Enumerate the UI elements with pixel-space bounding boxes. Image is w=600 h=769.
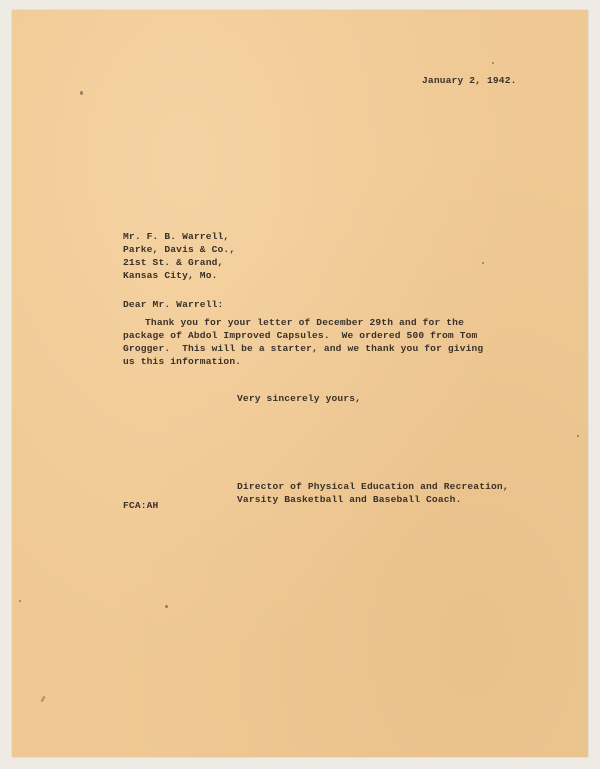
signature-title-line: Director of Physical Education and Recreation, [237,481,509,492]
paper-speck [165,605,168,608]
recipient-city: Kansas City, Mo. [123,270,218,281]
body-line: package of Abdol Improved Capsules. We ordered 500 from Tom [123,330,478,341]
signature-title-line: Varsity Basketball and Baseball Coach. [237,494,462,505]
complimentary-close: Very sincerely yours, [237,393,362,404]
letter-page [12,10,588,757]
recipient-company: Parke, Davis & Co., [123,244,236,255]
paper-speck [492,62,494,64]
body-line: us this information. [123,356,242,367]
letter-date: January 2, 1942. [422,75,517,86]
reference-initials: FCA:AH [123,500,159,511]
paper-speck [19,600,21,602]
body-line: Thank you for your letter of December 29th and for the [145,317,464,328]
paper-speck [80,91,83,95]
salutation: Dear Mr. Warrell: [123,299,224,310]
body-line: Grogger. This will be a starter, and we thank you for giving [123,343,484,354]
paper-speck [577,435,579,437]
paper-mark [41,696,46,702]
recipient-street: 21st St. & Grand, [123,257,224,268]
paper-speck [482,262,484,264]
recipient-name: Mr. F. B. Warrell, [123,231,230,242]
